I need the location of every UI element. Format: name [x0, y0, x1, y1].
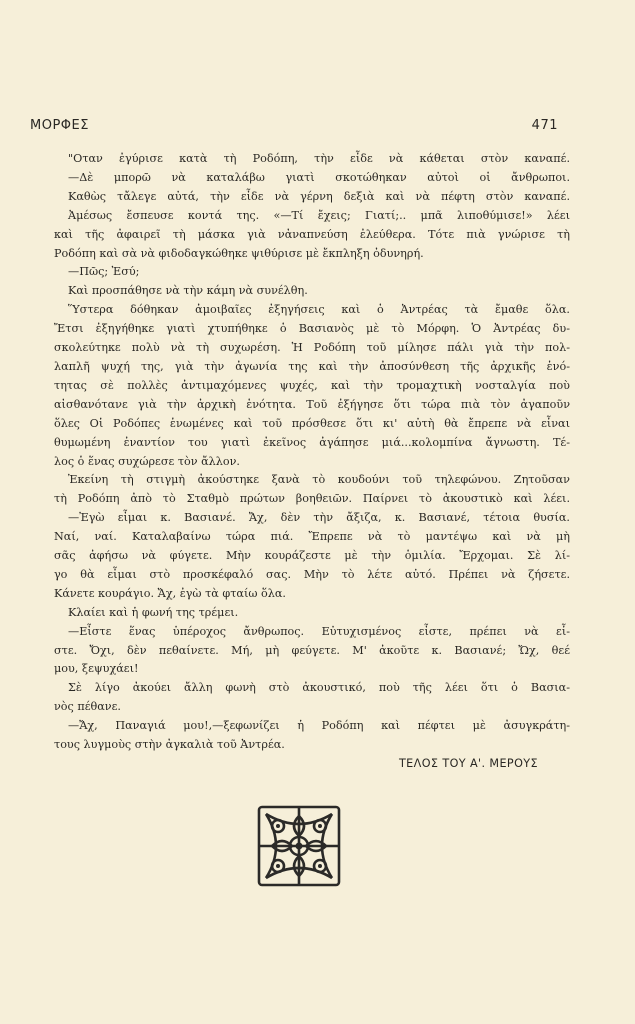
text-line: Ὕστερα δόθηκαν ἀμοιβαῖες ἐξηγήσεις καὶ ὁ Ἀντρέας τὰ ἔμαθε ὅλα. — [68, 303, 570, 317]
text-line: —Δὲ μπορῶ νὰ καταλάβω γιατὶ σκοτώθηκαν αὐτοὶ οἱ ἄνθρωποι. — [68, 170, 570, 184]
text-line: Ναί, ναί. Καταλαβαίνω τώρα πιά. Ἔπρεπε νὰ τὸ μαντέψω καὶ νὰ μὴ — [54, 530, 570, 544]
text-line: τὴ Ροδόπη ἀπὸ τὸ Σταθμὸ πρώτων βοηθειῶν. Παίρνει τὸ ἀκουστικὸ καὶ λέει. — [54, 492, 570, 506]
text-line: Σὲ λίγο ἀκούει ἄλλη φωνὴ στὸ ἀκουστικό, ποὺ τῆς λέει ὅτι ὁ Βασια- — [68, 681, 570, 695]
text-line: μου, ξεψυχάει! — [54, 662, 139, 676]
chapter-text — [54, 150, 570, 774]
text-line: νὸς πέθανε. — [54, 700, 121, 714]
text-line: ὅλες Οἱ Ροδόπες ἑνωμένες καὶ τοῦ πρόσθεσε ὅτι κι' αὐτὴ θὰ ἔπρεπε νὰ εἶναι — [54, 416, 570, 430]
end-marker: ΤΕΛΟΣ ΤΟΥ Α'. ΜΕΡΟΥΣ — [398, 757, 538, 770]
text-line: Καὶ προσπάθησε νὰ τὴν κάμη νὰ συνέλθη. — [68, 284, 308, 298]
text-line: —Πῶς; Ἐσύ; — [68, 265, 140, 279]
text-line: θυμωμένη ἐναντίον του γιατὶ ἐκεῖνος ἀγάπησε μιά...κολομπίνα ἄγνωστη. Τέ- — [54, 435, 570, 449]
text-line: σκολεύτηκε πολὺ νὰ τὴ συχωρέση. Ἡ Ροδόπη τοῦ μίλησε πάλι γιὰ τὴν πολ- — [54, 341, 570, 355]
text-line: αἰσθανότανε γιὰ τὴν ἀρχικὴ ἑνότητα. Τοῦ ἐξήγησε ὅτι τώρα πιὰ τὸν ἀγαποῦν — [54, 397, 570, 411]
text-line: "Οταν ἐγύρισε κατὰ τὴ Ροδόπη, τὴν εἶδε νὰ κάθεται στὸν καναπέ. — [68, 152, 570, 165]
text-line: σᾶς ἀφήσω νὰ φύγετε. Μὴν κουράζεστε μὲ τὴν ὁμιλία. Ἔρχομαι. Σὲ λί- — [54, 549, 570, 563]
text-line: λος ὁ ἕνας συχώρεσε τὸν ἄλλον. — [54, 454, 240, 468]
tailpiece-ornament-icon — [256, 804, 342, 888]
text-line: γο θὰ εἶμαι στὸ προσκέφαλό σας. Μὴν τὸ λέτε αὐτό. Πρέπει νὰ ζήσετε. — [54, 567, 570, 581]
text-line: Κάνετε κουράγιο. Ἄχ, ἐγὼ τὰ φταίω ὅλα. — [54, 586, 286, 600]
text-line: τους λυγμοὺς στὴν ἀγκαλιὰ τοῦ Ἀντρέα. — [54, 738, 285, 752]
running-title: ΜΟΡΦΕΣ — [30, 118, 89, 133]
text-line: Καθὼς τἄλεγε αὐτά, τὴν εἶδε νὰ γέρνη δεξιὰ καὶ νὰ πέφτη στὸν καναπέ. — [68, 189, 570, 203]
text-line: Ἔτσι ἐξηγήθηκε γιατὶ χτυπήθηκε ὁ Βασιανὸς μὲ τὸ Μόρφη. Ὁ Ἀντρέας δυ- — [54, 322, 570, 336]
text-line: καὶ τῆς ἀφαιρεῖ τὴ μάσκα γιὰ νἀναπνεύση ἐλεύθερα. Τότε πιὰ γνώρισε τὴ — [54, 227, 570, 241]
page-number: 471 — [531, 118, 558, 133]
text-line: Ροδόπη καὶ σὰ νὰ φιδοδαγκώθηκε ψιθύρισε μὲ ἔκπληξη ὀδυνηρή. — [54, 246, 424, 260]
text-line: —Ἐγὼ εἶμαι κ. Βασιανέ. Ἄχ, δὲν τὴν ἄξιζα, κ. Βασιανέ, τέτοια θυσία. — [68, 511, 570, 525]
text-line: τητας σὲ πολλὲς ἀντιμαχόμενες ψυχές, καὶ τὴν τρομαχτικὴ νοσταλγία ποὺ — [54, 378, 570, 392]
text-line: —Εἶστε ἕνας ὑπέροχος ἄνθρωπος. Εὐτυχισμένος εἶστε, πρέπει νὰ εἶ- — [68, 624, 570, 638]
text-line: λαπλῆ ψυχή της, γιὰ τὴν ἀγωνία της καὶ τὴν ἀποσύνθεση τῆς ἀρχικῆς ἑνό- — [54, 359, 570, 373]
text-line: στε. Ὄχι, δὲν πεθαίνετε. Μή, μὴ φεύγετε. Μ' ἀκοῦτε κ. Βασιανέ; Ὤχ, θεέ — [54, 643, 570, 657]
text-line: Ἀμέσως ἔσπευσε κοντά της. «—Τί ἔχεις; Γιατί;.. μπᾶ λιποθύμισε!» λέει — [68, 208, 570, 222]
text-line: —Ἄχ, Παναγιά μου!,—ξεφωνίζει ἡ Ροδόπη καὶ πέφτει μὲ ἀσυγκράτη- — [68, 719, 570, 733]
text-line: Κλαίει καὶ ἡ φωνή της τρέμει. — [68, 605, 239, 619]
running-head — [30, 118, 558, 133]
text-line: Ἐκείνη τὴ στιγμὴ ἀκούστηκε ξανὰ τὸ κουδούνι τοῦ τηλεφώνου. Ζητοῦσαν — [68, 473, 570, 487]
